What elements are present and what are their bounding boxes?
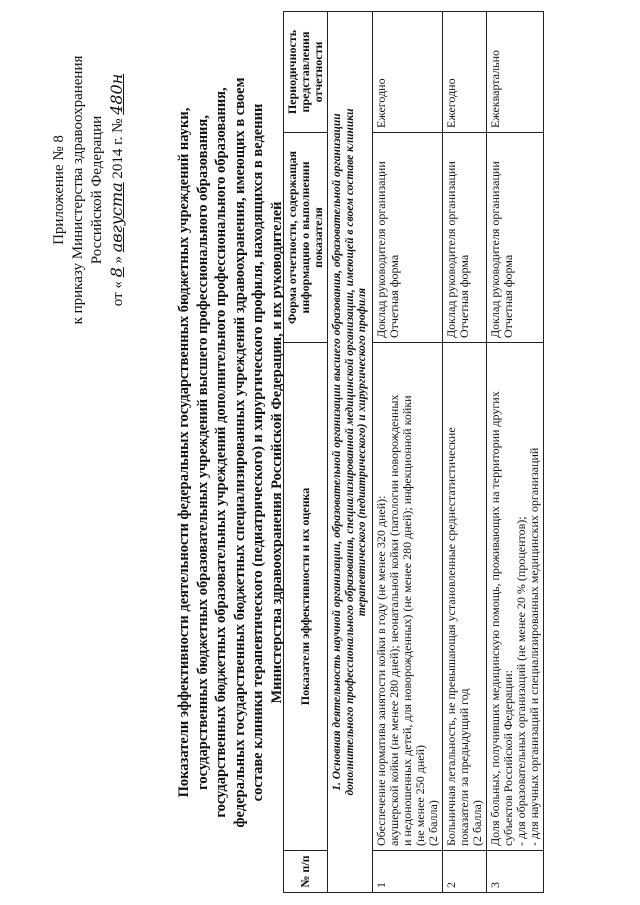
table-row	[486, 12, 543, 893]
form-line: Доклад руководителя организации	[487, 161, 502, 338]
title-line: составе клиники терапевтического (педиатрического) и хирургического профиля, находящихся в ведении	[250, 103, 267, 802]
header-form: Форма отчетности, содержащая информацию о выполнении показателя	[284, 133, 328, 343]
header-indicator: Показатели эффективности и их оценка	[284, 343, 328, 851]
order-number: 480н	[107, 73, 126, 115]
row-number: 2	[442, 851, 486, 893]
title-line: государственных бюджетных образовательных учреждений высшего профессионального образования,	[194, 115, 211, 790]
indicator-line: акушерской койки (не менее 280 дней); неонатальной койки (патологии новорожденных	[386, 394, 401, 846]
row-indicator	[372, 343, 442, 851]
indicator-line: Доля больных, получивших медицинскую помощь, проживающих на территории других	[487, 391, 502, 846]
section-line: терапевтического (педиатрического) и хирургического профиля	[356, 287, 368, 617]
indicator-line: и недоношенных детей, для новорожденных) (не менее 280 дней); инфекционной койки	[399, 395, 414, 846]
table-row	[442, 12, 486, 893]
date-mid: »	[110, 255, 126, 264]
row-indicator	[486, 343, 543, 851]
title-line: Министерства здравоохранения Российской Федерации, и их руководителей	[268, 201, 285, 704]
header-num: № п/п	[284, 851, 328, 893]
form-line: Отчетная форма	[456, 254, 471, 338]
date-day: 8	[107, 267, 126, 278]
date-prefix: от «	[110, 281, 126, 307]
indicator-line: показатели за предыдущий год	[456, 688, 471, 846]
section-row	[328, 12, 373, 893]
appendix-header	[50, 40, 128, 340]
form-line: Доклад руководителя организации	[443, 161, 458, 338]
row-number: 1	[372, 851, 442, 893]
appendix-number: Приложение № 8	[51, 135, 67, 245]
row-period: Ежегодно	[442, 12, 486, 133]
indicator-line: Обеспечение норматива занятости койки в году (не менее 320 дней):	[373, 495, 388, 846]
row-form	[486, 133, 543, 343]
date-year: 2014 г. №	[110, 118, 126, 179]
row-period: Ежеквартально	[486, 12, 543, 133]
section-heading	[328, 12, 373, 893]
indicator-line: (2 балла)	[469, 800, 484, 846]
indicator-line: (2 балла)	[425, 800, 440, 846]
row-form	[372, 133, 442, 343]
date-month: августа	[107, 182, 126, 253]
form-line: Отчетная форма	[500, 254, 515, 338]
title-line: Показатели эффективности деятельности федеральных государственных бюджетных учреждений науки,	[176, 107, 192, 798]
document-title	[175, 25, 287, 880]
indicators-table	[283, 11, 544, 893]
title-line: федеральных государственных бюджетных специализированных учреждений здравоохранения, имеющих в своем	[231, 77, 248, 828]
indicator-line: - для научных организаций и специализированных медицинских организаций	[526, 447, 541, 846]
title-line: государственных бюджетных образовательных учреждений дополнительного профессионального образования,	[213, 87, 230, 818]
indicator-line: - для образовательных организаций (не менее 20 % (процентов);	[513, 516, 528, 846]
indicator-line: Больничная летальность, не превышающая установленные среднестатистические	[443, 427, 458, 846]
section-line: дополнительного профессионального образования, специализированной медицинской организации, имеющей в своем составе клиники	[343, 108, 356, 796]
row-period: Ежегодно	[372, 12, 442, 133]
table-row	[372, 12, 442, 893]
form-line: Отчетная форма	[386, 254, 401, 338]
table-header-row	[284, 12, 328, 893]
form-line: Доклад руководителя организации	[373, 161, 388, 338]
federation-name: Российской Федерации	[89, 115, 105, 265]
row-indicator	[442, 343, 486, 851]
row-number: 3	[486, 851, 543, 893]
header-period: Периодичность представления отчетности	[284, 12, 328, 133]
indicator-line: (не менее 250 дней)	[412, 744, 427, 846]
order-date-line	[107, 40, 128, 340]
order-reference: к приказу Министерства здравоохранения	[70, 55, 86, 325]
row-form	[442, 133, 486, 343]
section-line: 1. Основная деятельность научной организации, образовательной организации высшего образования, образовательной организации	[331, 113, 343, 791]
indicator-line: субъектов Российской Федерации:	[500, 670, 515, 846]
